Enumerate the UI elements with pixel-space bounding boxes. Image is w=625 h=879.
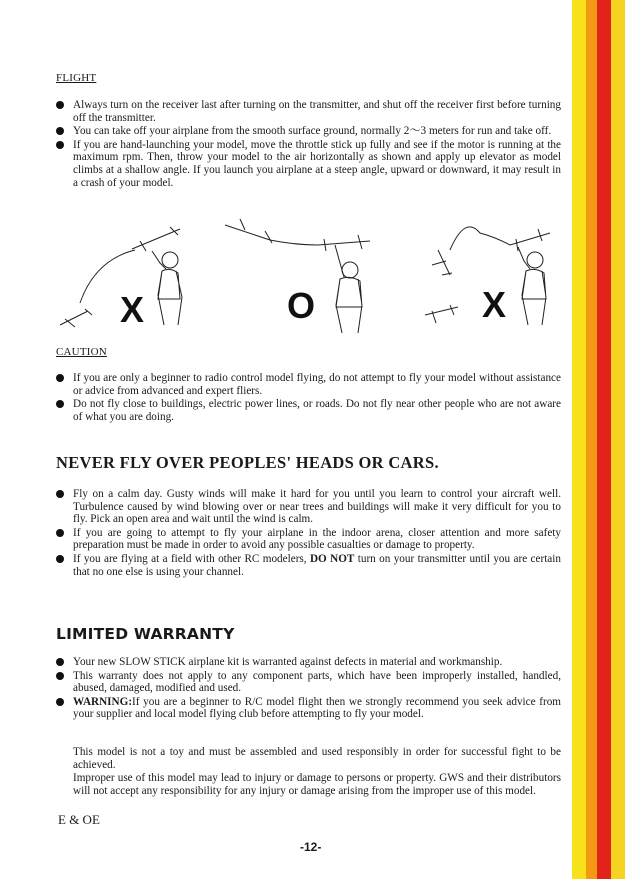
warning-label: WARNING: — [73, 695, 133, 708]
never-fly-item: If you are going to attempt to fly your airplane in the indoor arena, closer attention and more safety preparation must be made in order to avoid any possible casualties or damage to property. — [56, 527, 561, 552]
plane-crashed-3 — [425, 305, 458, 323]
flight-path-2 — [270, 240, 318, 245]
plane-hand-3 — [510, 229, 550, 251]
bullet-icon — [56, 672, 64, 680]
eoe-note: E & OE — [58, 812, 100, 827]
caution-item: If you are only a beginner to radio control model flying, do not attempt to fly your model without assistance or advice from advanced and expert fliers. — [56, 372, 561, 397]
warranty-heading: LIMITED WARRANTY — [56, 625, 235, 643]
do-not-emphasis: DO NOT — [309, 552, 355, 565]
bullet-icon — [56, 490, 64, 498]
plane-hand-2 — [318, 235, 370, 251]
wrong-mark-2: X — [482, 284, 507, 325]
wrong-mark-1: X — [120, 289, 145, 330]
warranty-item: Your new SLOW STICK airplane kit is warranted against defects in material and workmanship. — [56, 656, 561, 669]
warranty-list — [56, 656, 561, 722]
warranty-warning: WARNING:If you are a beginner to R/C model flight then we strongly recommend you seek advice from your supplier and local model flying club before attempting to fly your model. — [56, 696, 561, 721]
caution-item: Do not fly close to buildings, electric power lines, or roads. Do not fly near other people who are not aware of what you are doing. — [56, 398, 561, 423]
flight-path-3 — [450, 227, 510, 250]
flight-label: FLIGHT — [56, 72, 97, 84]
person-2 — [335, 245, 362, 333]
caution-list — [56, 372, 561, 424]
person-3 — [518, 247, 546, 325]
never-fly-item: Fly on a calm day. Gusty winds will make it hard for you until you learn to control your aircraft well. Turbulence caused by wind blowing over or near trees and buildings will make it very difficult for you to fly. Pick an open area and wait until the wind is calm. — [56, 488, 561, 526]
caution-label: CAUTION — [56, 346, 107, 358]
bullet-icon — [56, 141, 64, 149]
person-1 — [152, 251, 182, 325]
bullet-icon — [56, 698, 64, 706]
never-fly-list — [56, 488, 561, 579]
bullet-icon — [56, 101, 64, 109]
flight-item: If you are hand-launching your model, move the throttle stick up fully and see if the motor is running at the maximum rpm. Then, throw your model to the air horizontally as shown and apply up elevator as model climbs at a shallow angle. If you launch you airplane at a steep angle, upward or downward, it may result in a crash of your model. — [56, 139, 561, 189]
bullet-icon — [56, 374, 64, 382]
plane-falling-3 — [432, 250, 452, 275]
plane-mid-2 — [225, 219, 272, 243]
page-number: -12- — [300, 840, 322, 854]
bullet-icon — [56, 127, 64, 135]
flight-item: Always turn on the receiver last after turning on the transmitter, and shut off the receiver first before turning off the transmitter. — [56, 99, 561, 124]
never-fly-item: If you are flying at a field with other RC modelers, DO NOT turn on your transmitter until you are certain that no one else is using your channel. — [56, 553, 561, 578]
bullet-icon — [56, 555, 64, 563]
warranty-item: This warranty does not apply to any component parts, which have been improperly installed, handled, abused, damaged, modified and used. — [56, 670, 561, 695]
flight-item: You can take off your airplane from the smooth surface ground, normally 2～3 meters for run and take off. — [56, 125, 561, 138]
warranty-paragraph-2: Improper use of this model may lead to injury or damage to persons or property. GWS and their distributors will not accept any responsibility for any injury or damage arising from the improper use of this model. — [73, 772, 561, 797]
flight-list — [56, 99, 561, 190]
plane-crashed-1 — [60, 309, 92, 327]
never-fly-heading: NEVER FLY OVER PEOPLES' HEADS OR CARS. — [56, 453, 439, 472]
correct-mark: O — [287, 285, 316, 326]
bullet-icon — [56, 658, 64, 666]
bullet-icon — [56, 529, 64, 537]
warranty-paragraph-1: This model is not a toy and must be assembled and used responsibly in order for successful fight to be achieved. — [73, 746, 561, 771]
plane-hand-1 — [132, 227, 180, 251]
hand-launch-illustration — [40, 215, 570, 340]
bullet-icon — [56, 400, 64, 408]
